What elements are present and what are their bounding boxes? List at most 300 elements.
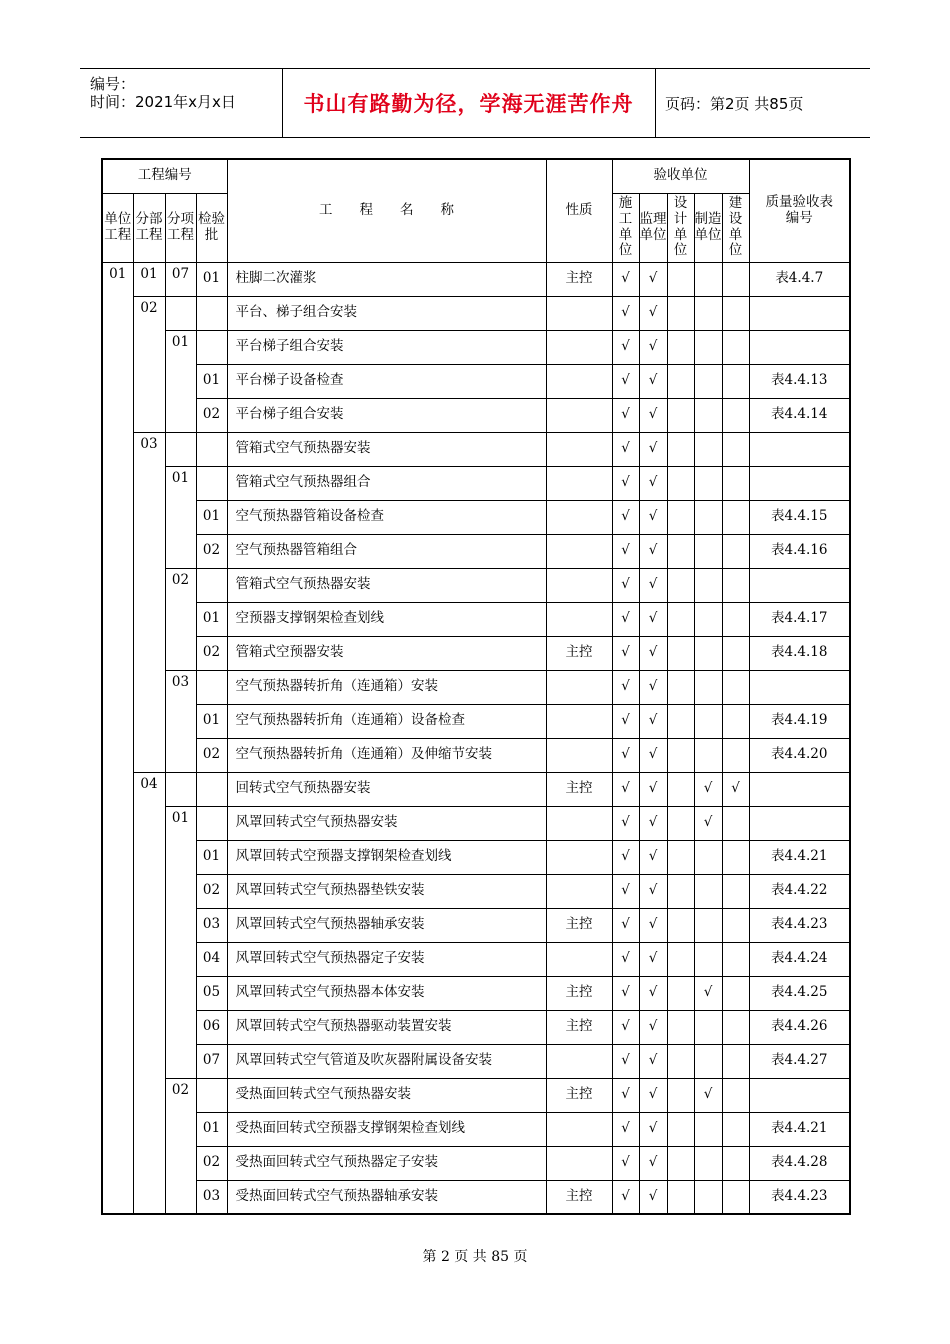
check-manufacture bbox=[694, 1044, 722, 1078]
check-construction: √ bbox=[612, 364, 639, 398]
form-no: 表4.4.23 bbox=[749, 1180, 850, 1214]
check-construction: √ bbox=[612, 1010, 639, 1044]
check-supervision: √ bbox=[639, 636, 667, 670]
check-construction: √ bbox=[612, 1112, 639, 1146]
check-manufacture bbox=[694, 670, 722, 704]
project-name: 空预器支撑钢架检查划线 bbox=[227, 602, 546, 636]
item-no: 03 bbox=[165, 670, 196, 772]
check-owner bbox=[722, 636, 749, 670]
lot-no: 02 bbox=[196, 1146, 227, 1180]
check-manufacture bbox=[694, 330, 722, 364]
lot-no bbox=[196, 466, 227, 500]
form-no: 表4.4.21 bbox=[749, 840, 850, 874]
check-supervision: √ bbox=[639, 738, 667, 772]
check-construction: √ bbox=[612, 1180, 639, 1214]
check-owner bbox=[722, 500, 749, 534]
check-supervision: √ bbox=[639, 772, 667, 806]
check-manufacture bbox=[694, 500, 722, 534]
check-construction: √ bbox=[612, 262, 639, 296]
check-supervision: √ bbox=[639, 1146, 667, 1180]
nature-cell bbox=[546, 874, 612, 908]
division-no: 01 bbox=[133, 262, 165, 296]
project-name: 受热面回转式空预器支撑钢架检查划线 bbox=[227, 1112, 546, 1146]
check-construction: √ bbox=[612, 1044, 639, 1078]
page-header bbox=[80, 68, 870, 138]
lot-no: 01 bbox=[196, 602, 227, 636]
check-owner bbox=[722, 1112, 749, 1146]
check-supervision: √ bbox=[639, 806, 667, 840]
table-row bbox=[102, 1044, 850, 1078]
form-no bbox=[749, 330, 850, 364]
check-design bbox=[667, 738, 694, 772]
lot-no bbox=[196, 772, 227, 806]
check-manufacture: √ bbox=[694, 806, 722, 840]
form-no bbox=[749, 568, 850, 602]
form-no bbox=[749, 772, 850, 806]
check-supervision: √ bbox=[639, 908, 667, 942]
table-row bbox=[102, 772, 850, 806]
project-name: 空气预热器转折角（连通箱）及伸缩节安装 bbox=[227, 738, 546, 772]
check-construction: √ bbox=[612, 330, 639, 364]
table-row bbox=[102, 466, 850, 500]
project-name: 风罩回转式空气预热器驱动装置安装 bbox=[227, 1010, 546, 1044]
division-no: 02 bbox=[133, 296, 165, 432]
table-row bbox=[102, 262, 850, 296]
time-label: 时间：2021年x月x日 bbox=[90, 93, 236, 111]
check-design bbox=[667, 466, 694, 500]
check-owner bbox=[722, 296, 749, 330]
nature-cell bbox=[546, 296, 612, 330]
lot-no: 01 bbox=[196, 500, 227, 534]
project-name: 风罩回转式空气预热器垫铁安装 bbox=[227, 874, 546, 908]
nature-cell bbox=[546, 704, 612, 738]
project-name: 平台梯子组合安装 bbox=[227, 330, 546, 364]
page-label: 页码：第2页 共85页 bbox=[665, 94, 804, 113]
inspection-lot-header: 检验批 bbox=[196, 193, 227, 262]
item-no bbox=[165, 432, 196, 466]
check-construction: √ bbox=[612, 500, 639, 534]
check-owner bbox=[722, 1180, 749, 1214]
project-name: 管箱式空预器安装 bbox=[227, 636, 546, 670]
check-supervision: √ bbox=[639, 670, 667, 704]
form-no: 表4.4.22 bbox=[749, 874, 850, 908]
header-middle bbox=[282, 69, 656, 137]
check-design bbox=[667, 874, 694, 908]
nature-header: 性质 bbox=[546, 159, 612, 262]
lot-no bbox=[196, 296, 227, 330]
check-supervision: √ bbox=[639, 1180, 667, 1214]
acceptance-unit-header: 验收单位 bbox=[612, 159, 749, 193]
check-owner bbox=[722, 330, 749, 364]
check-owner bbox=[722, 364, 749, 398]
lot-no: 02 bbox=[196, 636, 227, 670]
nature-cell: 主控 bbox=[546, 262, 612, 296]
item-no: 01 bbox=[165, 330, 196, 432]
check-owner bbox=[722, 262, 749, 296]
header-row-1 bbox=[102, 159, 850, 193]
check-owner bbox=[722, 670, 749, 704]
form-no bbox=[749, 432, 850, 466]
form-no: 表4.4.7 bbox=[749, 262, 850, 296]
form-no bbox=[749, 806, 850, 840]
check-design bbox=[667, 1078, 694, 1112]
form-no: 表4.4.17 bbox=[749, 602, 850, 636]
nature-cell bbox=[546, 534, 612, 568]
nature-cell bbox=[546, 1146, 612, 1180]
nature-cell: 主控 bbox=[546, 1010, 612, 1044]
project-name: 受热面回转式空气预热器轴承安装 bbox=[227, 1180, 546, 1214]
check-design bbox=[667, 296, 694, 330]
check-manufacture: √ bbox=[694, 1078, 722, 1112]
check-supervision: √ bbox=[639, 364, 667, 398]
lot-no bbox=[196, 670, 227, 704]
project-name: 空气预热器转折角（连通箱）安装 bbox=[227, 670, 546, 704]
owner-unit-header: 建设单位 bbox=[722, 193, 749, 262]
nature-cell bbox=[546, 738, 612, 772]
check-supervision: √ bbox=[639, 840, 667, 874]
lot-no bbox=[196, 806, 227, 840]
check-owner bbox=[722, 1010, 749, 1044]
check-owner bbox=[722, 568, 749, 602]
check-manufacture bbox=[694, 534, 722, 568]
form-no bbox=[749, 1078, 850, 1112]
check-design bbox=[667, 364, 694, 398]
check-owner bbox=[722, 466, 749, 500]
table-row bbox=[102, 296, 850, 330]
check-owner bbox=[722, 602, 749, 636]
project-name: 风罩回转式空预器支撑钢架检查划线 bbox=[227, 840, 546, 874]
check-design bbox=[667, 670, 694, 704]
project-name: 风罩回转式空气预热器轴承安装 bbox=[227, 908, 546, 942]
check-manufacture bbox=[694, 398, 722, 432]
lot-no: 06 bbox=[196, 1010, 227, 1044]
page-footer: 第 2 页 共 85 页 bbox=[422, 1249, 528, 1265]
check-supervision: √ bbox=[639, 466, 667, 500]
check-manufacture bbox=[694, 942, 722, 976]
check-manufacture bbox=[694, 704, 722, 738]
item-no: 07 bbox=[165, 262, 196, 296]
nature-cell bbox=[546, 1112, 612, 1146]
lot-no: 01 bbox=[196, 262, 227, 296]
check-manufacture: √ bbox=[694, 772, 722, 806]
number-label: 编号： bbox=[90, 75, 136, 93]
check-construction: √ bbox=[612, 432, 639, 466]
nature-cell bbox=[546, 330, 612, 364]
form-no: 表4.4.16 bbox=[749, 534, 850, 568]
nature-cell bbox=[546, 500, 612, 534]
project-name: 平台梯子组合安装 bbox=[227, 398, 546, 432]
check-construction: √ bbox=[612, 874, 639, 908]
motto: 书山有路勤为径，学海无涯苦作舟 bbox=[303, 92, 634, 116]
form-no bbox=[749, 296, 850, 330]
form-no: 表4.4.13 bbox=[749, 364, 850, 398]
nature-cell bbox=[546, 568, 612, 602]
check-design bbox=[667, 908, 694, 942]
check-owner bbox=[722, 806, 749, 840]
nature-cell: 主控 bbox=[546, 1078, 612, 1112]
lot-no: 01 bbox=[196, 364, 227, 398]
check-supervision: √ bbox=[639, 874, 667, 908]
check-construction: √ bbox=[612, 704, 639, 738]
table-row bbox=[102, 500, 850, 534]
table-row bbox=[102, 908, 850, 942]
lot-no: 02 bbox=[196, 874, 227, 908]
nature-cell: 主控 bbox=[546, 636, 612, 670]
project-name: 管箱式空气预热器安装 bbox=[227, 568, 546, 602]
nature-cell bbox=[546, 602, 612, 636]
supervision-unit-header: 监理单位 bbox=[639, 193, 667, 262]
project-name: 风罩回转式空气预热器安装 bbox=[227, 806, 546, 840]
check-supervision: √ bbox=[639, 500, 667, 534]
table-row bbox=[102, 942, 850, 976]
project-name: 风罩回转式空气管道及吹灰器附属设备安装 bbox=[227, 1044, 546, 1078]
division-no: 03 bbox=[133, 432, 165, 772]
form-no: 表4.4.21 bbox=[749, 1112, 850, 1146]
check-design bbox=[667, 636, 694, 670]
sub-project-header: 分部工程 bbox=[133, 193, 165, 262]
inspection-table bbox=[101, 158, 851, 1215]
table-row bbox=[102, 1078, 850, 1112]
check-design bbox=[667, 568, 694, 602]
check-supervision: √ bbox=[639, 942, 667, 976]
division-no: 04 bbox=[133, 772, 165, 1214]
lot-no bbox=[196, 568, 227, 602]
check-supervision: √ bbox=[639, 976, 667, 1010]
table-row bbox=[102, 534, 850, 568]
table-row bbox=[102, 874, 850, 908]
check-owner bbox=[722, 738, 749, 772]
check-construction: √ bbox=[612, 296, 639, 330]
check-supervision: √ bbox=[639, 534, 667, 568]
check-construction: √ bbox=[612, 534, 639, 568]
project-name: 回转式空气预热器安装 bbox=[227, 772, 546, 806]
check-owner bbox=[722, 704, 749, 738]
table-row bbox=[102, 704, 850, 738]
check-supervision: √ bbox=[639, 296, 667, 330]
table-row bbox=[102, 398, 850, 432]
project-name: 风罩回转式空气预热器定子安装 bbox=[227, 942, 546, 976]
lot-no: 04 bbox=[196, 942, 227, 976]
nature-cell: 主控 bbox=[546, 772, 612, 806]
form-no: 表4.4.19 bbox=[749, 704, 850, 738]
form-no: 表4.4.28 bbox=[749, 1146, 850, 1180]
form-no: 表4.4.20 bbox=[749, 738, 850, 772]
nature-cell: 主控 bbox=[546, 1180, 612, 1214]
check-supervision: √ bbox=[639, 1078, 667, 1112]
check-construction: √ bbox=[612, 466, 639, 500]
nature-cell bbox=[546, 398, 612, 432]
nature-cell bbox=[546, 670, 612, 704]
check-design bbox=[667, 398, 694, 432]
project-no-header: 工程编号 bbox=[102, 159, 227, 193]
check-owner bbox=[722, 1044, 749, 1078]
project-name: 平台梯子设备检查 bbox=[227, 364, 546, 398]
lot-no: 02 bbox=[196, 738, 227, 772]
form-no: 表4.4.24 bbox=[749, 942, 850, 976]
header-left bbox=[80, 69, 283, 137]
check-owner bbox=[722, 432, 749, 466]
table-row bbox=[102, 330, 850, 364]
table-row bbox=[102, 976, 850, 1010]
form-no: 表4.4.25 bbox=[749, 976, 850, 1010]
check-construction: √ bbox=[612, 636, 639, 670]
check-supervision: √ bbox=[639, 432, 667, 466]
table-row bbox=[102, 636, 850, 670]
table-row bbox=[102, 1180, 850, 1214]
project-name: 风罩回转式空气预热器本体安装 bbox=[227, 976, 546, 1010]
check-manufacture bbox=[694, 1112, 722, 1146]
check-manufacture bbox=[694, 466, 722, 500]
form-no bbox=[749, 466, 850, 500]
form-no: 表4.4.18 bbox=[749, 636, 850, 670]
check-design bbox=[667, 942, 694, 976]
lot-no: 01 bbox=[196, 840, 227, 874]
item-no bbox=[165, 296, 196, 330]
table-row bbox=[102, 1146, 850, 1180]
lot-no: 01 bbox=[196, 1112, 227, 1146]
table-row bbox=[102, 568, 850, 602]
check-owner bbox=[722, 1078, 749, 1112]
check-manufacture bbox=[694, 908, 722, 942]
check-owner bbox=[722, 874, 749, 908]
table-row bbox=[102, 602, 850, 636]
check-construction: √ bbox=[612, 840, 639, 874]
check-manufacture: √ bbox=[694, 976, 722, 1010]
item-no: 02 bbox=[165, 1078, 196, 1214]
lot-no: 05 bbox=[196, 976, 227, 1010]
nature-cell bbox=[546, 432, 612, 466]
check-manufacture bbox=[694, 262, 722, 296]
check-manufacture bbox=[694, 1180, 722, 1214]
check-design bbox=[667, 1044, 694, 1078]
check-construction: √ bbox=[612, 398, 639, 432]
project-name-header: 工 程 名 称 bbox=[227, 159, 546, 262]
check-manufacture bbox=[694, 296, 722, 330]
check-supervision: √ bbox=[639, 1044, 667, 1078]
table-row bbox=[102, 840, 850, 874]
check-supervision: √ bbox=[639, 330, 667, 364]
form-no: 表4.4.23 bbox=[749, 908, 850, 942]
construction-unit-header: 施工单位 bbox=[612, 193, 639, 262]
unit-no: 01 bbox=[102, 262, 133, 1214]
check-supervision: √ bbox=[639, 1010, 667, 1044]
project-name: 受热面回转式空气预热器安装 bbox=[227, 1078, 546, 1112]
check-manufacture bbox=[694, 874, 722, 908]
design-unit-header: 设计单位 bbox=[667, 193, 694, 262]
check-owner: √ bbox=[722, 772, 749, 806]
lot-no: 03 bbox=[196, 1180, 227, 1214]
table-row bbox=[102, 806, 850, 840]
check-manufacture bbox=[694, 602, 722, 636]
check-manufacture bbox=[694, 432, 722, 466]
check-design bbox=[667, 704, 694, 738]
check-supervision: √ bbox=[639, 398, 667, 432]
check-construction: √ bbox=[612, 1146, 639, 1180]
nature-cell bbox=[546, 942, 612, 976]
check-design bbox=[667, 806, 694, 840]
check-supervision: √ bbox=[639, 704, 667, 738]
item-project-header: 分项工程 bbox=[165, 193, 196, 262]
check-supervision: √ bbox=[639, 1112, 667, 1146]
lot-no: 03 bbox=[196, 908, 227, 942]
form-no: 表4.4.14 bbox=[749, 398, 850, 432]
lot-no bbox=[196, 432, 227, 466]
project-name: 空气预热器管箱组合 bbox=[227, 534, 546, 568]
check-construction: √ bbox=[612, 670, 639, 704]
check-construction: √ bbox=[612, 806, 639, 840]
project-name: 平台、梯子组合安装 bbox=[227, 296, 546, 330]
form-no: 表4.4.27 bbox=[749, 1044, 850, 1078]
project-name: 管箱式空气预热器组合 bbox=[227, 466, 546, 500]
check-manufacture bbox=[694, 636, 722, 670]
item-no: 01 bbox=[165, 806, 196, 1078]
check-design bbox=[667, 534, 694, 568]
item-no: 01 bbox=[165, 466, 196, 568]
nature-cell bbox=[546, 840, 612, 874]
check-owner bbox=[722, 840, 749, 874]
form-no: 表4.4.26 bbox=[749, 1010, 850, 1044]
nature-cell bbox=[546, 806, 612, 840]
check-owner bbox=[722, 908, 749, 942]
check-construction: √ bbox=[612, 942, 639, 976]
check-construction: √ bbox=[612, 568, 639, 602]
lot-no: 02 bbox=[196, 534, 227, 568]
check-design bbox=[667, 1146, 694, 1180]
project-name: 柱脚二次灌浆 bbox=[227, 262, 546, 296]
check-supervision: √ bbox=[639, 602, 667, 636]
project-name: 管箱式空气预热器安装 bbox=[227, 432, 546, 466]
item-no bbox=[165, 772, 196, 806]
check-construction: √ bbox=[612, 908, 639, 942]
check-construction: √ bbox=[612, 772, 639, 806]
lot-no: 07 bbox=[196, 1044, 227, 1078]
table-row bbox=[102, 1112, 850, 1146]
check-design bbox=[667, 432, 694, 466]
project-name: 空气预热器转折角（连通箱）设备检查 bbox=[227, 704, 546, 738]
nature-cell bbox=[546, 1044, 612, 1078]
check-owner bbox=[722, 942, 749, 976]
check-construction: √ bbox=[612, 738, 639, 772]
check-manufacture bbox=[694, 568, 722, 602]
check-construction: √ bbox=[612, 1078, 639, 1112]
form-no bbox=[749, 670, 850, 704]
check-design bbox=[667, 772, 694, 806]
item-no: 02 bbox=[165, 568, 196, 670]
table-row bbox=[102, 670, 850, 704]
check-design bbox=[667, 1112, 694, 1146]
table-row bbox=[102, 364, 850, 398]
check-owner bbox=[722, 976, 749, 1010]
check-design bbox=[667, 500, 694, 534]
check-design bbox=[667, 1010, 694, 1044]
check-manufacture bbox=[694, 1146, 722, 1180]
lot-no bbox=[196, 1078, 227, 1112]
nature-cell bbox=[546, 466, 612, 500]
check-owner bbox=[722, 534, 749, 568]
check-design bbox=[667, 840, 694, 874]
lot-no bbox=[196, 330, 227, 364]
check-manufacture bbox=[694, 738, 722, 772]
form-no-header: 质量验收表编号 bbox=[749, 159, 850, 262]
unit-project-header: 单位工程 bbox=[102, 193, 133, 262]
check-construction: √ bbox=[612, 976, 639, 1010]
check-supervision: √ bbox=[639, 568, 667, 602]
check-owner bbox=[722, 1146, 749, 1180]
project-name: 空气预热器管箱设备检查 bbox=[227, 500, 546, 534]
project-name: 受热面回转式空气预热器定子安装 bbox=[227, 1146, 546, 1180]
nature-cell: 主控 bbox=[546, 908, 612, 942]
lot-no: 02 bbox=[196, 398, 227, 432]
